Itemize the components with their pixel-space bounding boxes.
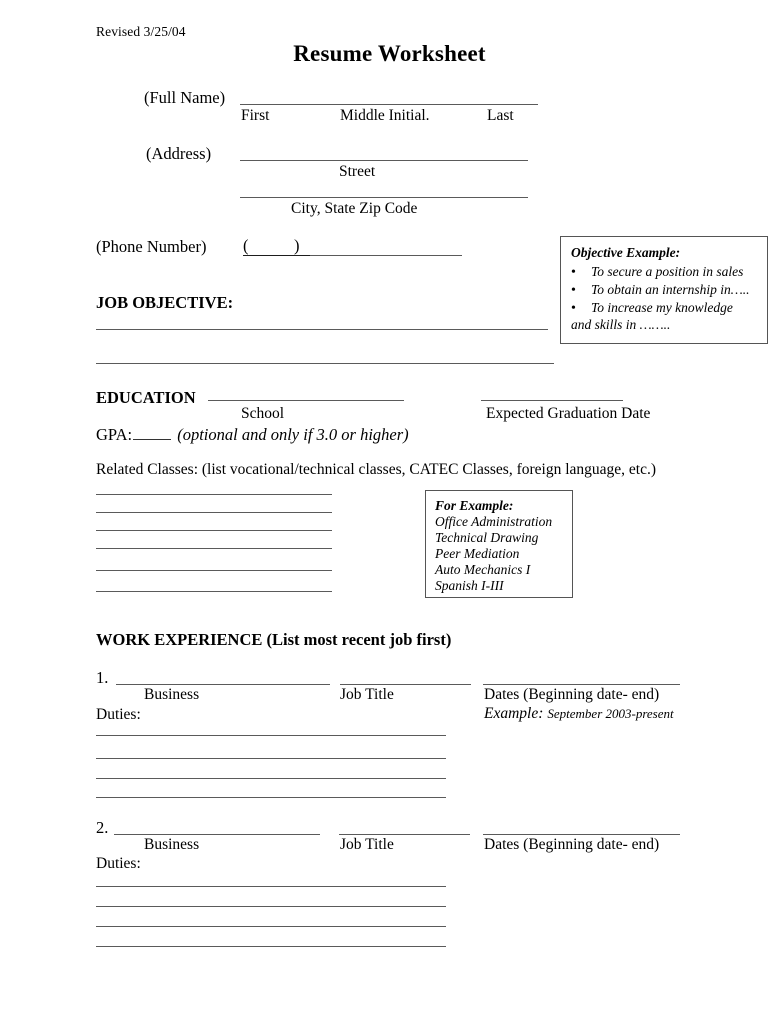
- city-state-zip-input-line[interactable]: [240, 197, 528, 198]
- phone-number-label: (Phone Number): [96, 237, 207, 256]
- objective-example-bullet-3: To increase my knowledge: [591, 300, 733, 315]
- gpa-input-line[interactable]: [133, 426, 171, 440]
- job-objective-heading: JOB OBJECTIVE:: [96, 293, 234, 312]
- work-entry-2-duties-input-line-1[interactable]: [96, 886, 446, 887]
- work-entry-1-example-label: Example:: [484, 705, 544, 722]
- first-name-sublabel: First: [241, 107, 270, 124]
- work-entry-1-example: [484, 705, 674, 723]
- work-entry-1-duties-input-line-2[interactable]: [96, 758, 446, 759]
- classes-example-title: For Example:: [435, 498, 514, 513]
- work-entry-2-business-input-line[interactable]: [114, 834, 320, 835]
- phone-area-code-open-paren: (: [243, 236, 249, 255]
- classes-example-item-1: Office Administration: [435, 514, 553, 529]
- work-entry-2-number: 2.: [96, 818, 109, 837]
- work-entry-2-duties-input-line-4[interactable]: [96, 946, 446, 947]
- objective-example-bullet-2: To obtain an internship in…..: [591, 282, 750, 297]
- bullet-icon: •: [571, 301, 576, 316]
- work-experience-heading: WORK EXPERIENCE (List most recent job first): [96, 630, 452, 649]
- objective-example-box: [560, 236, 768, 344]
- related-classes-label: Related Classes: (list vocational/technical classes, CATEC Classes, foreign language, etc.): [96, 461, 656, 478]
- last-name-sublabel: Last: [487, 107, 514, 124]
- graduation-date-input-line[interactable]: [481, 400, 623, 401]
- school-sublabel: School: [241, 405, 285, 422]
- work-entry-2-dates-sublabel: Dates (Beginning date- end): [484, 836, 660, 853]
- gpa-row: [96, 425, 409, 445]
- city-state-zip-sublabel: City, State Zip Code: [291, 200, 418, 217]
- full-name-input-line[interactable]: [240, 104, 538, 105]
- page-title: Resume Worksheet: [293, 41, 486, 66]
- classes-example-item-3: Peer Mediation: [435, 546, 520, 561]
- phone-area-code-input-line[interactable]: [243, 255, 310, 256]
- bullet-icon: •: [571, 283, 576, 298]
- gpa-label: GPA:: [96, 425, 133, 444]
- related-class-input-line-3[interactable]: [96, 530, 332, 531]
- related-class-input-line-5[interactable]: [96, 570, 332, 571]
- work-entry-1-business-input-line[interactable]: [116, 684, 330, 685]
- related-class-input-line-6[interactable]: [96, 591, 332, 592]
- middle-initial-sublabel: Middle Initial.: [340, 107, 430, 124]
- work-entry-1-dates-sublabel: Dates (Beginning date- end): [484, 686, 660, 703]
- graduation-date-sublabel: Expected Graduation Date: [486, 405, 651, 422]
- work-entry-1-business-sublabel: Business: [144, 686, 200, 703]
- street-input-line[interactable]: [240, 160, 528, 161]
- gpa-note: (optional and only if 3.0 or higher): [177, 425, 409, 444]
- related-class-input-line-1[interactable]: [96, 494, 332, 495]
- phone-number-input-line[interactable]: [310, 255, 462, 256]
- classes-example-item-4: Auto Mechanics I: [435, 562, 531, 577]
- work-entry-2-dates-input-line[interactable]: [483, 834, 680, 835]
- work-entry-1-duties-label: Duties:: [96, 706, 141, 723]
- bullet-icon: •: [571, 265, 576, 280]
- objective-example-title: Objective Example:: [571, 245, 681, 260]
- school-input-line[interactable]: [208, 400, 404, 401]
- related-class-input-line-2[interactable]: [96, 512, 332, 513]
- work-entry-2-business-sublabel: Business: [144, 836, 200, 853]
- classes-example-item-2: Technical Drawing: [435, 530, 539, 545]
- classes-example-box: [425, 490, 573, 598]
- work-entry-1-duties-input-line-4[interactable]: [96, 797, 446, 798]
- work-entry-2-duties-label: Duties:: [96, 855, 141, 872]
- full-name-label: (Full Name): [144, 88, 226, 107]
- classes-example-item-5: Spanish I-III: [435, 578, 504, 593]
- phone-area-code-close-paren: ): [294, 236, 300, 255]
- work-entry-1-example-value: September 2003-present: [547, 706, 674, 721]
- work-entry-2-duties-input-line-2[interactable]: [96, 906, 446, 907]
- street-sublabel: Street: [339, 163, 376, 180]
- work-entry-2-job-title-sublabel: Job Title: [340, 836, 394, 853]
- work-entry-2-duties-input-line-3[interactable]: [96, 926, 446, 927]
- revised-date-note: Revised 3/25/04: [96, 24, 186, 39]
- work-entry-2-job-title-input-line[interactable]: [339, 834, 470, 835]
- work-entry-1-job-title-input-line[interactable]: [340, 684, 471, 685]
- work-entry-1-dates-input-line[interactable]: [483, 684, 680, 685]
- address-label: (Address): [146, 144, 212, 163]
- work-entry-1-duties-input-line-3[interactable]: [96, 778, 446, 779]
- objective-example-continuation: and skills in ……..: [571, 317, 671, 332]
- work-entry-1-job-title-sublabel: Job Title: [340, 686, 394, 703]
- education-heading: EDUCATION: [96, 388, 196, 407]
- related-class-input-line-4[interactable]: [96, 548, 332, 549]
- objective-example-bullet-1: To secure a position in sales: [591, 264, 744, 279]
- work-entry-1-number: 1.: [96, 668, 109, 687]
- job-objective-input-line-2[interactable]: [96, 363, 554, 364]
- job-objective-input-line-1[interactable]: [96, 329, 548, 330]
- work-entry-1-duties-input-line-1[interactable]: [96, 735, 446, 736]
